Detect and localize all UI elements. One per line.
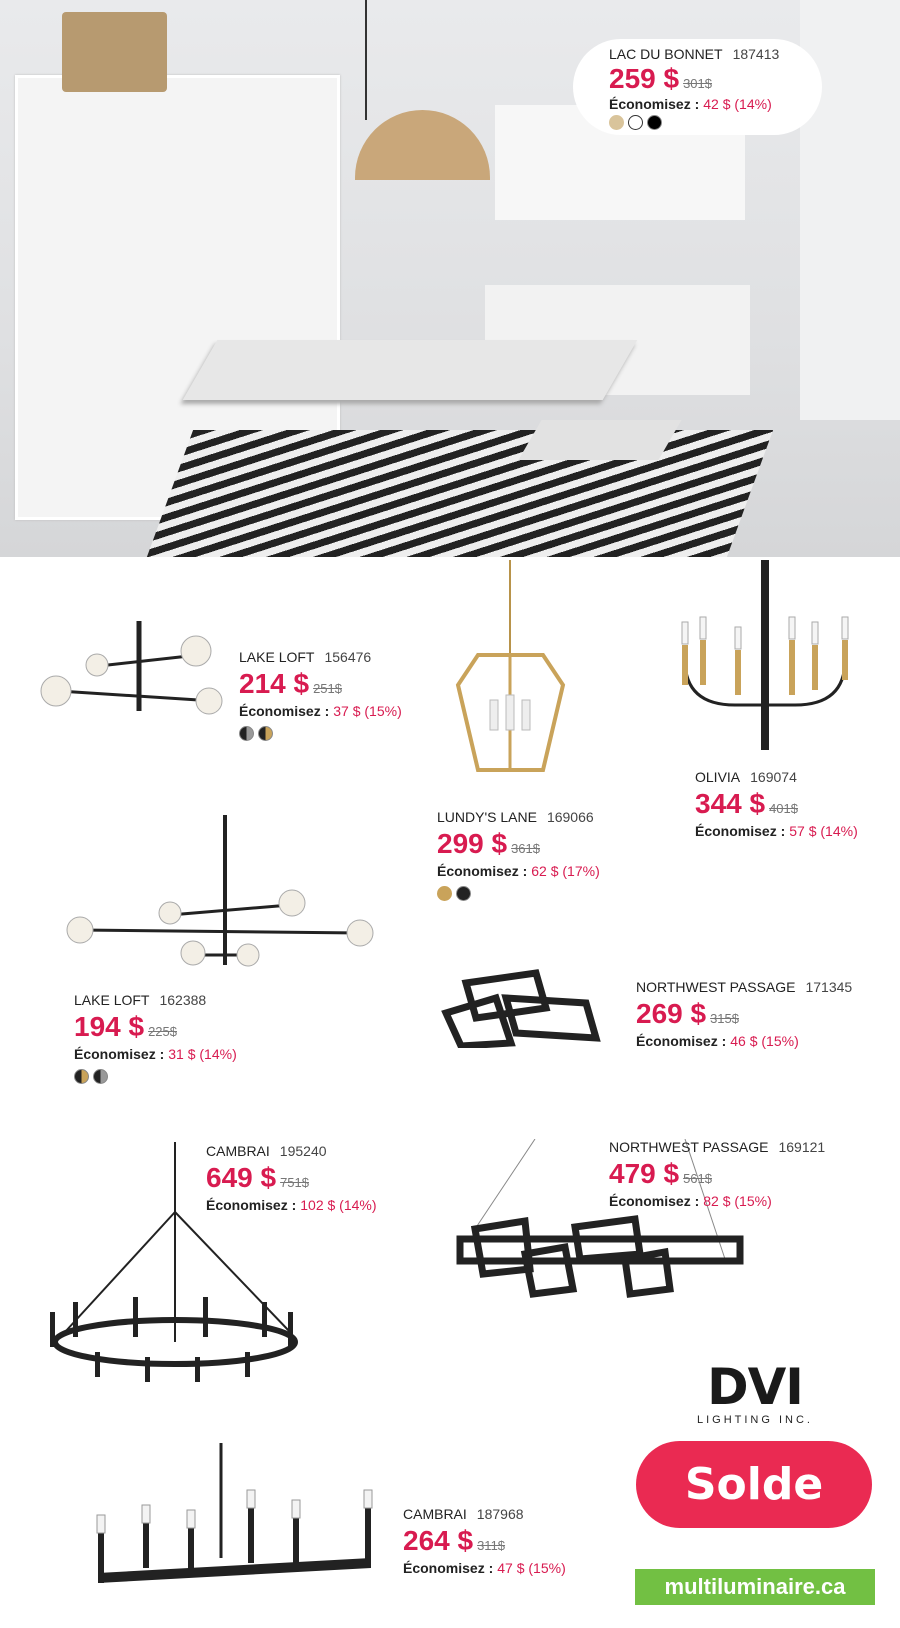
- save-label: Économisez :: [403, 1560, 494, 1576]
- website-link[interactable]: multiluminaire.ca: [635, 1569, 875, 1605]
- name: NORTHWEST PASSAGE: [636, 979, 796, 995]
- lake-loft-156476-image[interactable]: [39, 621, 223, 739]
- swatch-white[interactable]: [628, 115, 643, 130]
- swatch-black[interactable]: [456, 886, 471, 901]
- old-price: 251$: [313, 681, 342, 696]
- save-amount: 46 $ (15%): [730, 1033, 799, 1049]
- sku: 169074: [750, 769, 797, 785]
- save-amount: 102 $ (14%): [300, 1197, 377, 1213]
- sku: 169121: [778, 1139, 826, 1155]
- old-price: 361$: [511, 841, 540, 856]
- old-price: 301$: [683, 76, 712, 91]
- old-price: 225$: [148, 1024, 177, 1039]
- product-name: [609, 47, 822, 61]
- swatch-gold[interactable]: [609, 115, 624, 130]
- sku: 171345: [805, 979, 853, 995]
- save-label: Économisez :: [239, 703, 330, 719]
- sku: 195240: [279, 1143, 327, 1159]
- baskets: [62, 12, 167, 92]
- pendant-lamp: [355, 110, 490, 180]
- name: LAKE LOFT: [239, 649, 315, 665]
- save-amount: 47 $ (15%): [497, 1560, 566, 1576]
- save-label: Économisez :: [636, 1033, 727, 1049]
- name: CAMBRAI: [403, 1506, 467, 1522]
- pendant-cord: [365, 0, 367, 120]
- sku: 169066: [546, 809, 594, 825]
- name: NORTHWEST PASSAGE: [609, 1139, 769, 1155]
- sku: 162388: [159, 992, 207, 1008]
- lake-loft-162388-image[interactable]: [65, 815, 376, 970]
- save-amount: 31 $ (14%): [168, 1046, 237, 1062]
- product-card[interactable]: [609, 1140, 825, 1208]
- save-amount: 42 $ (14%): [703, 96, 772, 112]
- logo-text: DVI: [707, 1358, 803, 1416]
- price: 299 $: [437, 828, 508, 859]
- save-amount: 62 $ (17%): [531, 863, 600, 879]
- swatch-black[interactable]: [647, 115, 662, 130]
- save-label: Économisez :: [74, 1046, 165, 1062]
- product-card[interactable]: [437, 810, 600, 901]
- product-card[interactable]: [206, 1144, 377, 1212]
- sku: 187413: [732, 46, 780, 62]
- save-label: Économisez :: [609, 96, 700, 112]
- northwest-passage-171345-image[interactable]: [436, 968, 610, 1048]
- cambrai-187968-image[interactable]: [93, 1443, 376, 1595]
- sale-badge: Solde: [636, 1441, 872, 1528]
- lundys-lane-image[interactable]: [448, 560, 573, 784]
- save-label: Économisez :: [437, 863, 528, 879]
- dvi-logo: [690, 1358, 820, 1426]
- swatch-gold[interactable]: [437, 886, 452, 901]
- price: 269 $: [636, 998, 707, 1029]
- save-label: Économisez :: [206, 1197, 297, 1213]
- old-price: 751$: [280, 1175, 309, 1190]
- product-card[interactable]: [636, 980, 852, 1048]
- old-price: 561$: [683, 1171, 712, 1186]
- swatch-black-gold[interactable]: [258, 726, 273, 741]
- striped-rug: [147, 430, 773, 557]
- product-card[interactable]: [239, 650, 402, 741]
- name: OLIVIA: [695, 769, 741, 785]
- save-amount: 37 $ (15%): [333, 703, 402, 719]
- product-card[interactable]: [695, 770, 858, 838]
- bench: [518, 420, 681, 460]
- logo-subtext: LIGHTING INC.: [696, 1414, 813, 1426]
- swatch-black-gold[interactable]: [74, 1069, 89, 1084]
- old-price: 315$: [710, 1011, 739, 1026]
- swatch-black-chrome[interactable]: [239, 726, 254, 741]
- price: 264 $: [403, 1525, 474, 1556]
- sku: 156476: [324, 649, 372, 665]
- price: 649 $: [206, 1162, 277, 1193]
- dining-table: [183, 340, 638, 400]
- save-amount: 82 $ (15%): [703, 1193, 772, 1209]
- olivia-image[interactable]: [675, 560, 856, 753]
- swatch-black-chrome[interactable]: [93, 1069, 108, 1084]
- name: LUNDY'S LANE: [437, 809, 537, 825]
- name: LAC DU BONNET: [609, 46, 723, 62]
- price: 479 $: [609, 1158, 680, 1189]
- price: 214 $: [239, 668, 310, 699]
- price: 344 $: [695, 788, 766, 819]
- name: LAKE LOFT: [74, 992, 150, 1008]
- sku: 187968: [476, 1506, 524, 1522]
- name: CAMBRAI: [206, 1143, 270, 1159]
- save-label: Économisez :: [695, 823, 786, 839]
- product-card[interactable]: [403, 1507, 566, 1575]
- price: 259 $: [609, 63, 680, 94]
- hero-price-tag[interactable]: [573, 39, 822, 135]
- save-label: Économisez :: [609, 1193, 700, 1209]
- old-price: 311$: [477, 1538, 506, 1553]
- price: 194 $: [74, 1011, 145, 1042]
- product-card[interactable]: [74, 993, 237, 1084]
- save-amount: 57 $ (14%): [789, 823, 858, 839]
- old-price: 401$: [769, 801, 798, 816]
